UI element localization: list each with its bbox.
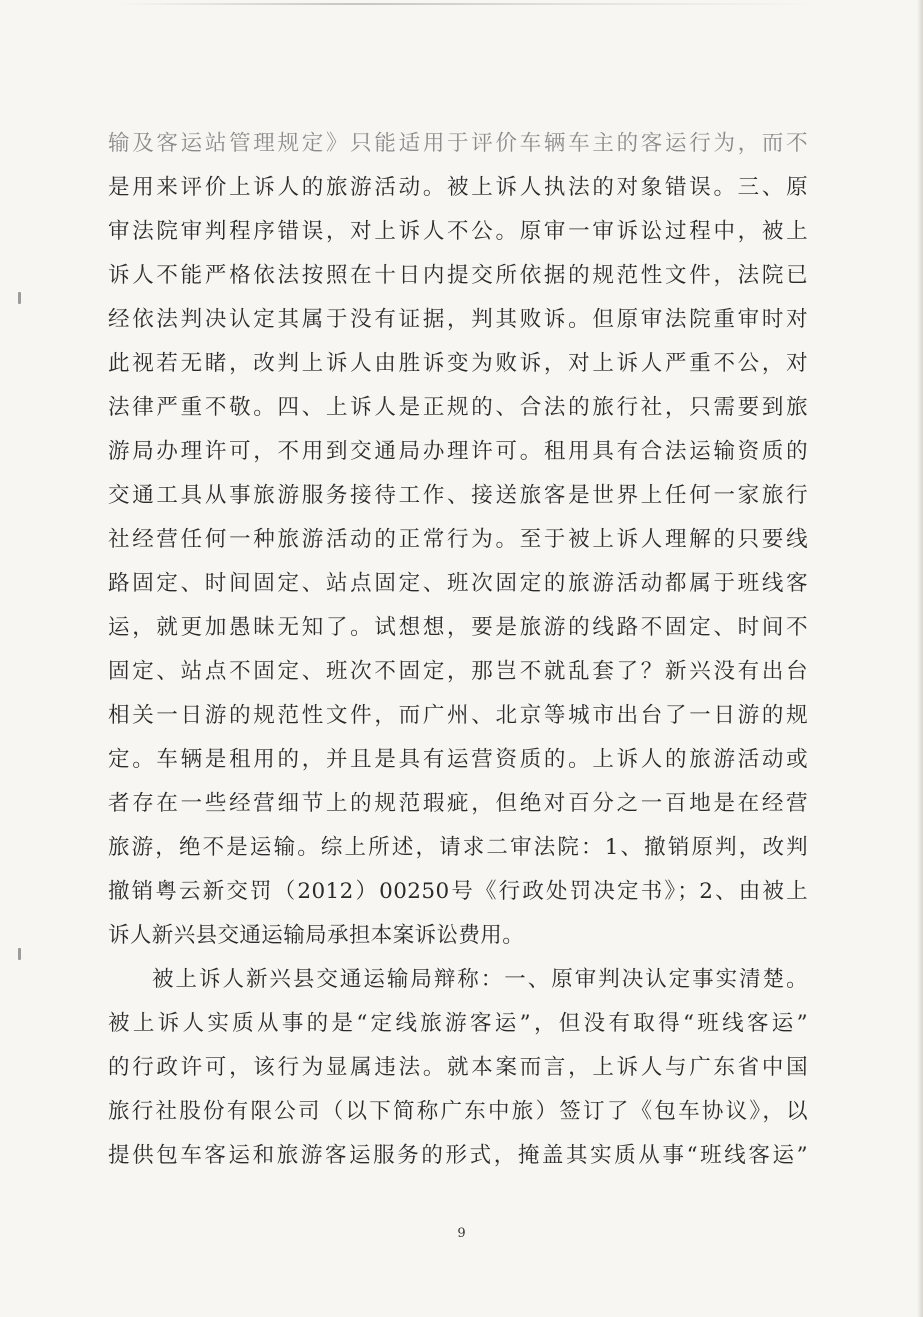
text-line: 路固定、时间固定、站点固定、班次固定的旅游活动都属于班线客 [108, 571, 808, 596]
text-line: 交通工具从事旅游服务接待工作、接送旅客是世界上任何一家旅行 [108, 483, 808, 508]
text-line: 法律严重不敬。四、上诉人是正规的、合法的旅行社，只需要到旅 [108, 395, 808, 420]
text-line: 诉人新兴县交通运输局承担本案诉讼费用。 [108, 923, 525, 948]
text-line: 输及客运站管理规定》只能适用于评价车辆车主的客运行为，而不 [108, 131, 808, 156]
text-line: 固定、站点不固定、班次不固定，那岂不就乱套了？新兴没有出台 [108, 659, 808, 684]
text-line: 游局办理许可，不用到交通局办理许可。租用具有合法运输资质的 [108, 439, 808, 464]
text-line: 是用来评价上诉人的旅游活动。被上诉人执法的对象错误。三、原 [108, 175, 808, 200]
text-line: 此视若无睹，改判上诉人由胜诉变为败诉，对上诉人严重不公，对 [108, 351, 808, 376]
text-line: 被上诉人实质从事的是“定线旅游客运”，但没有取得“班线客运” [108, 1011, 808, 1036]
punch-mark [18, 948, 21, 960]
page-number: 9 [457, 1226, 466, 1241]
text-line: 的行政许可，该行为显属违法。就本案而言，上诉人与广东省中国 [108, 1055, 808, 1080]
scan-artifact-top [120, 3, 820, 5]
paragraph-start-line: 被上诉人新兴县交通运输局辩称：一、原审判决认定事实清楚。 [152, 967, 808, 992]
scan-artifact-edge [917, 0, 923, 1317]
document-body [108, 122, 808, 1178]
text-line: 旅游，绝不是运输。综上所述，请求二审法院：1、撤销原判，改判 [108, 835, 808, 860]
punch-mark [18, 292, 21, 304]
text-line: 旅行社股份有限公司（以下简称广东中旅）签订了《包车协议》，以 [108, 1099, 808, 1124]
text-line: 经依法判决认定其属于没有证据，判其败诉。但原审法院重审时对 [108, 307, 808, 332]
text-line: 定。车辆是租用的，并且是具有运营资质的。上诉人的旅游活动或 [108, 747, 808, 772]
text-line: 社经营任何一种旅游活动的正常行为。至于被上诉人理解的只要线 [108, 527, 808, 552]
text-line: 提供包车客运和旅游客运服务的形式，掩盖其实质从事“班线客运” [108, 1143, 808, 1168]
text-line: 审法院审判程序错误，对上诉人不公。原审一审诉讼过程中，被上 [108, 219, 808, 244]
text-line: 撤销粤云新交罚（2012）00250号《行政处罚决定书》；2、由被上 [108, 879, 808, 904]
text-line: 相关一日游的规范性文件，而广州、北京等城市出台了一日游的规 [108, 703, 808, 728]
text-line: 者存在一些经营细节上的规范瑕疵，但绝对百分之一百地是在经营 [108, 791, 808, 816]
text-line: 运，就更加愚昧无知了。试想想，要是旅游的线路不固定、时间不 [108, 615, 808, 640]
text-line: 诉人不能严格依法按照在十日内提交所依据的规范性文件，法院已 [108, 263, 808, 288]
